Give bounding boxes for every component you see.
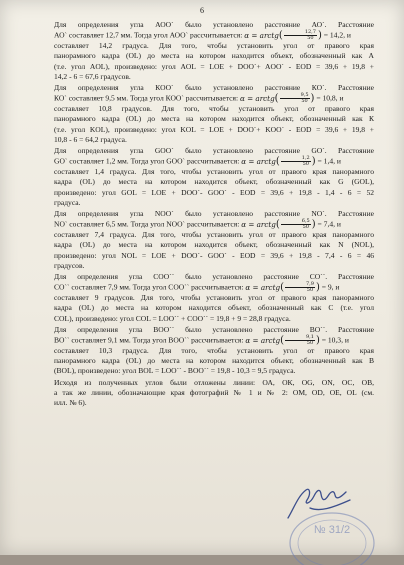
text-line: КО` составляет 9,5 мм. Тогда угол КОО` рассчитывается: α = arctg( $\frac{9,5}{50}$ ) = 10,8, и — [54, 92, 344, 105]
text-line: градусов. — [54, 260, 85, 270]
paragraph-boo — [34, 325, 374, 377]
paragraph-conclusion — [34, 378, 374, 409]
text-line: Исходя из полученных углов были отложены линии: ОА, ОК, OG, ON, ОС, ОВ, — [54, 377, 374, 387]
text-line: NO` составляет 6,5 мм. Тогда угол NOO` рассчитывается: α = arctg( $\frac{6,5}{50}$ ) = 7,4, и — [54, 218, 341, 231]
arctg-formula: α = arctg( $\frac{9,5}{50}$ ) — [239, 92, 315, 105]
text-line: Для определения угла СОО`` было установлено расстояние СО``. Расстояние — [54, 272, 374, 282]
text-line: составляет 7,4 градуса. Для того, чтобы установить угол от правого края панорамного — [54, 230, 374, 240]
text-line: (т.е. угол AOL), произведено: угол AOL = LOE + DOO`+ AOO` - EOD = 39,6 + 19,8 + — [54, 61, 374, 71]
text-line: Для определения угла GOO` было установлено расстояние GO`. Расстояние — [54, 146, 374, 156]
text-line: панорамного кадра (OL) до места на котором находится объект, обозначенный как В — [54, 356, 374, 366]
arctg-formula: α = arctg( $\frac{1,2}{50}$ ) — [241, 155, 316, 168]
arctg-formula: α = arctg( $\frac{7,9}{50}$ ) — [245, 281, 320, 294]
text-line: ВО`` составляет 9,1 мм. Тогда угол ВОО`` рассчитывается: α = arctg( $\frac{9,1}{50}$ ) = 10,3, и — [54, 334, 349, 347]
text-line: составляет 14,2 градуса. Для того, чтобы установить угол от правого края — [54, 41, 374, 51]
svg-text:№ 31/2: № 31/2 — [313, 524, 351, 536]
text-line: 10,8 - 6 = 64,2 градуса. — [54, 134, 127, 144]
text-line: (т.е. угол KOL), произведено: угол KOL = LOE + DOO`+ KOO` - EOD = 39,6 + 19,8 + — [54, 124, 374, 134]
text-line: градуса. — [54, 197, 81, 207]
text-line: кадра (OL) до места на котором находится объект, обозначенный как N (NOL), — [54, 240, 374, 250]
text-line: Для определения угла ВОО`` было установлено расстояние ВО``. Расстояние — [54, 324, 374, 334]
text-line: а так же линии, обозначающие края фотографий № 1 и № 2: OM, OD, OE, OL (см. — [54, 387, 374, 397]
arctg-formula: α = arctg( $\frac{6,5}{50}$ ) — [241, 218, 316, 231]
text-line: кадра (OL) до места на котором находится объект, обозначенный как G (GOL), — [54, 177, 374, 187]
text-line: илл. № 6). — [54, 398, 87, 408]
text-line: Для определения угла КОО` было установлено расстояние КО`. Расстояние — [54, 83, 374, 93]
text-line: 14,2 - 6 = 67,6 градусов. — [54, 71, 131, 81]
page-number: 6 — [200, 6, 204, 15]
text-line: составляет 1,4 градуса. Для того, чтобы установить угол от правого края панорамного — [54, 167, 374, 177]
paragraph-aoo — [34, 20, 374, 82]
text-line: произведено: угол NOL = LOE + DOO`- GOO` - EOD = 39,6 + 19,8 - 7,4 - 6 = 46 — [54, 250, 374, 260]
paragraph-goo — [34, 146, 374, 208]
text-line: GO` составляет 1,2 мм. Тогда угол GOO` рассчитывается: α = arctg( $\frac{1,2}{50}$ ) = 1,4, и — [54, 155, 341, 168]
text-line: Для определения угла NOO` было установлено расстояние NO`. Расстояние — [54, 209, 374, 219]
paragraph-noo — [34, 209, 374, 271]
text-line: АО` составляет 12,7 мм. Тогда угол АОО` рассчитывается: α = arctg( $\frac{12,7}{50}$ ) = 14,2, и — [54, 29, 351, 42]
text-line: кадра (OL) до места на котором находится объект, обозначенный как С (т.е. угол — [54, 303, 374, 313]
text-line: составляет 10,8 градусов. Для того, чтобы установить угол от правого края — [54, 104, 374, 114]
text-line: составляет 10,3 градуса. Для того, чтобы установить угол от правого края — [54, 346, 374, 356]
arctg-formula: α = arctg( $\frac{12,7}{50}$ ) — [244, 29, 322, 42]
text-line: СО`` составляет 7,9 мм. Тогда угол СОО`` рассчитывается: α = arctg( $\frac{7,9}{50}$ ) = 9, и — [54, 281, 340, 294]
paragraph-coo — [34, 272, 374, 324]
text-line: COL), произведено: угол COL = LOO`` + COO`` = 19,8 + 9 = 28,8 градуса. — [54, 313, 291, 323]
text-line: произведено: угол GOL = LOE + DOO`- GOO` - EOD = 39,6 + 19,8 - 1,4 - 6 = 52 — [54, 187, 374, 197]
paragraph-koo — [34, 83, 374, 145]
document-body — [34, 20, 374, 409]
text-line: (BOL), произведено: угол BOL = LOO`` - BOO`` = 19,8 - 10,3 = 9,5 градуса. — [54, 366, 296, 376]
text-line: составляет 9 градусов. Для того, чтобы установить угол от правого края панорамного — [54, 293, 374, 303]
seal-stamp-icon — [282, 505, 382, 565]
text-line: Для определения угла АОО` было установлено расстояние АО`. Расстояние — [54, 20, 374, 29]
text-line: панорамного кадра (OL) до места на котором находится объект, обозначенный как К — [54, 114, 374, 124]
text-line: панорамного кадра (OL) до места на котором находится объект, обозначенный как А — [54, 51, 374, 61]
arctg-formula: α = arctg( $\frac{9,1}{50}$ ) — [245, 334, 320, 347]
